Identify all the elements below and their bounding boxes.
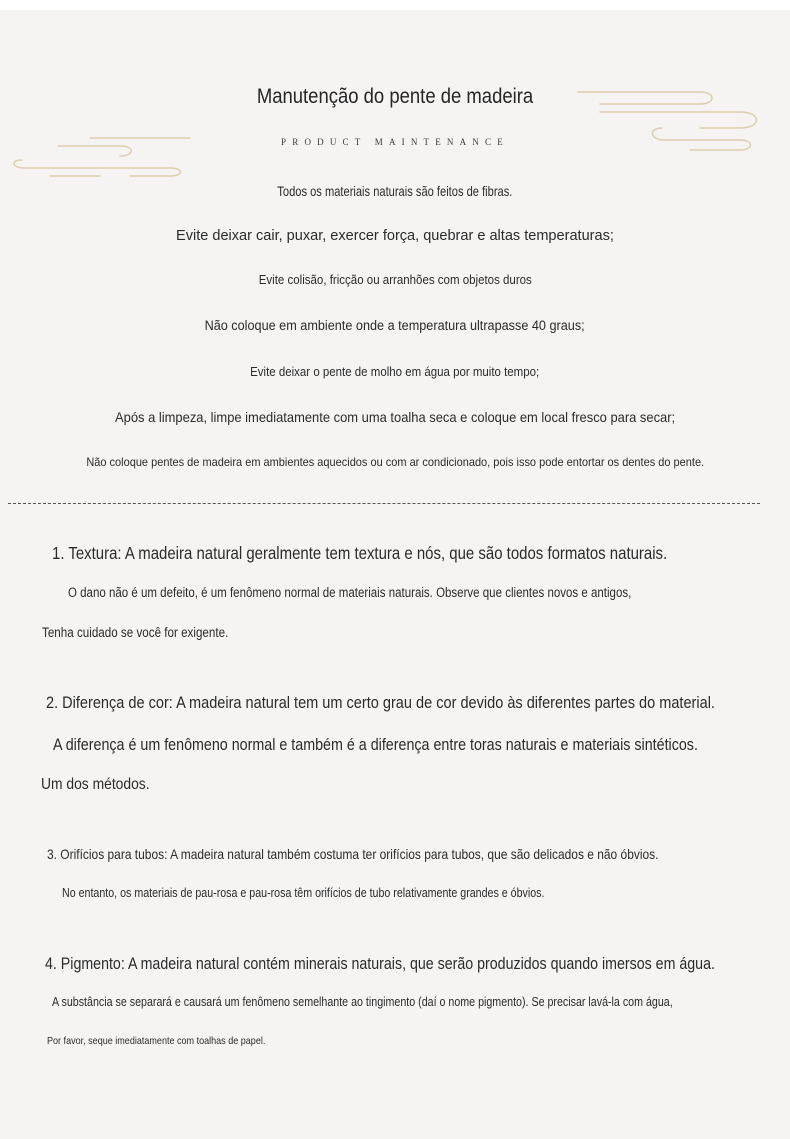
rule-line: Evite deixar o pente de molho em água por muito tempo; <box>250 364 540 379</box>
page-title: Manutenção do pente de madeira <box>256 85 534 108</box>
rule-line: Evite colisão, fricção ou arranhões com objetos duros <box>258 272 532 287</box>
rule-line: Evite deixar cair, puxar, exercer força, quebrar e altas temperaturas; <box>176 227 614 244</box>
section-heading-tube-holes: 3. Orifícios para tubos: A madeira natural também costuma ter orifícios para tubos, que são delicados e não óbvios. <box>47 846 659 862</box>
section-text: Por favor, seque imediatamente com toalhas de papel. <box>47 1035 266 1047</box>
section-heading-color-difference: 2. Diferença de cor: A madeira natural tem um certo grau de cor devido às diferentes partes do material. <box>46 693 715 712</box>
section-text: O dano não é um defeito, é um fenômeno normal de materiais naturais. Observe que clientes novos e antigos, <box>68 585 632 600</box>
page-subtitle: PRODUCT MAINTENANCE <box>281 137 509 147</box>
section-text: Tenha cuidado se você for exigente. <box>42 625 229 640</box>
section-text: No entanto, os materiais de pau-rosa e pau-rosa têm orifícios de tubo relativamente grandes e óbvios. <box>62 886 545 900</box>
section-heading-pigment: 4. Pigmento: A madeira natural contém minerais naturais, que serão produzidos quando imersos em água. <box>45 954 715 973</box>
rule-line: Não coloque pentes de madeira em ambientes aquecidos ou com ar condicionado, pois isso pode entortar os dentes do pente. <box>86 455 704 469</box>
section-text: Um dos métodos. <box>41 776 150 793</box>
rule-line: Após a limpeza, limpe imediatamente com uma toalha seca e coloque em local fresco para secar; <box>114 409 676 425</box>
rule-line: Não coloque em ambiente onde a temperatura ultrapasse 40 graus; <box>204 318 586 333</box>
section-text: A diferença é um fenômeno normal e também é a diferença entre toras naturais e materiais sintéticos. <box>53 736 698 754</box>
section-heading-texture: 1. Textura: A madeira natural geralmente tem textura e nós, que são todos formatos naturais. <box>52 543 668 563</box>
dashed-divider <box>8 503 760 504</box>
section-text: A substância se separará e causará um fenômeno semelhante ao tingimento (daí o nome pigmento). Se precisar lavá-la com água, <box>52 995 673 1009</box>
rule-line: Todos os materiais naturais são feitos de fibras. <box>277 183 513 199</box>
